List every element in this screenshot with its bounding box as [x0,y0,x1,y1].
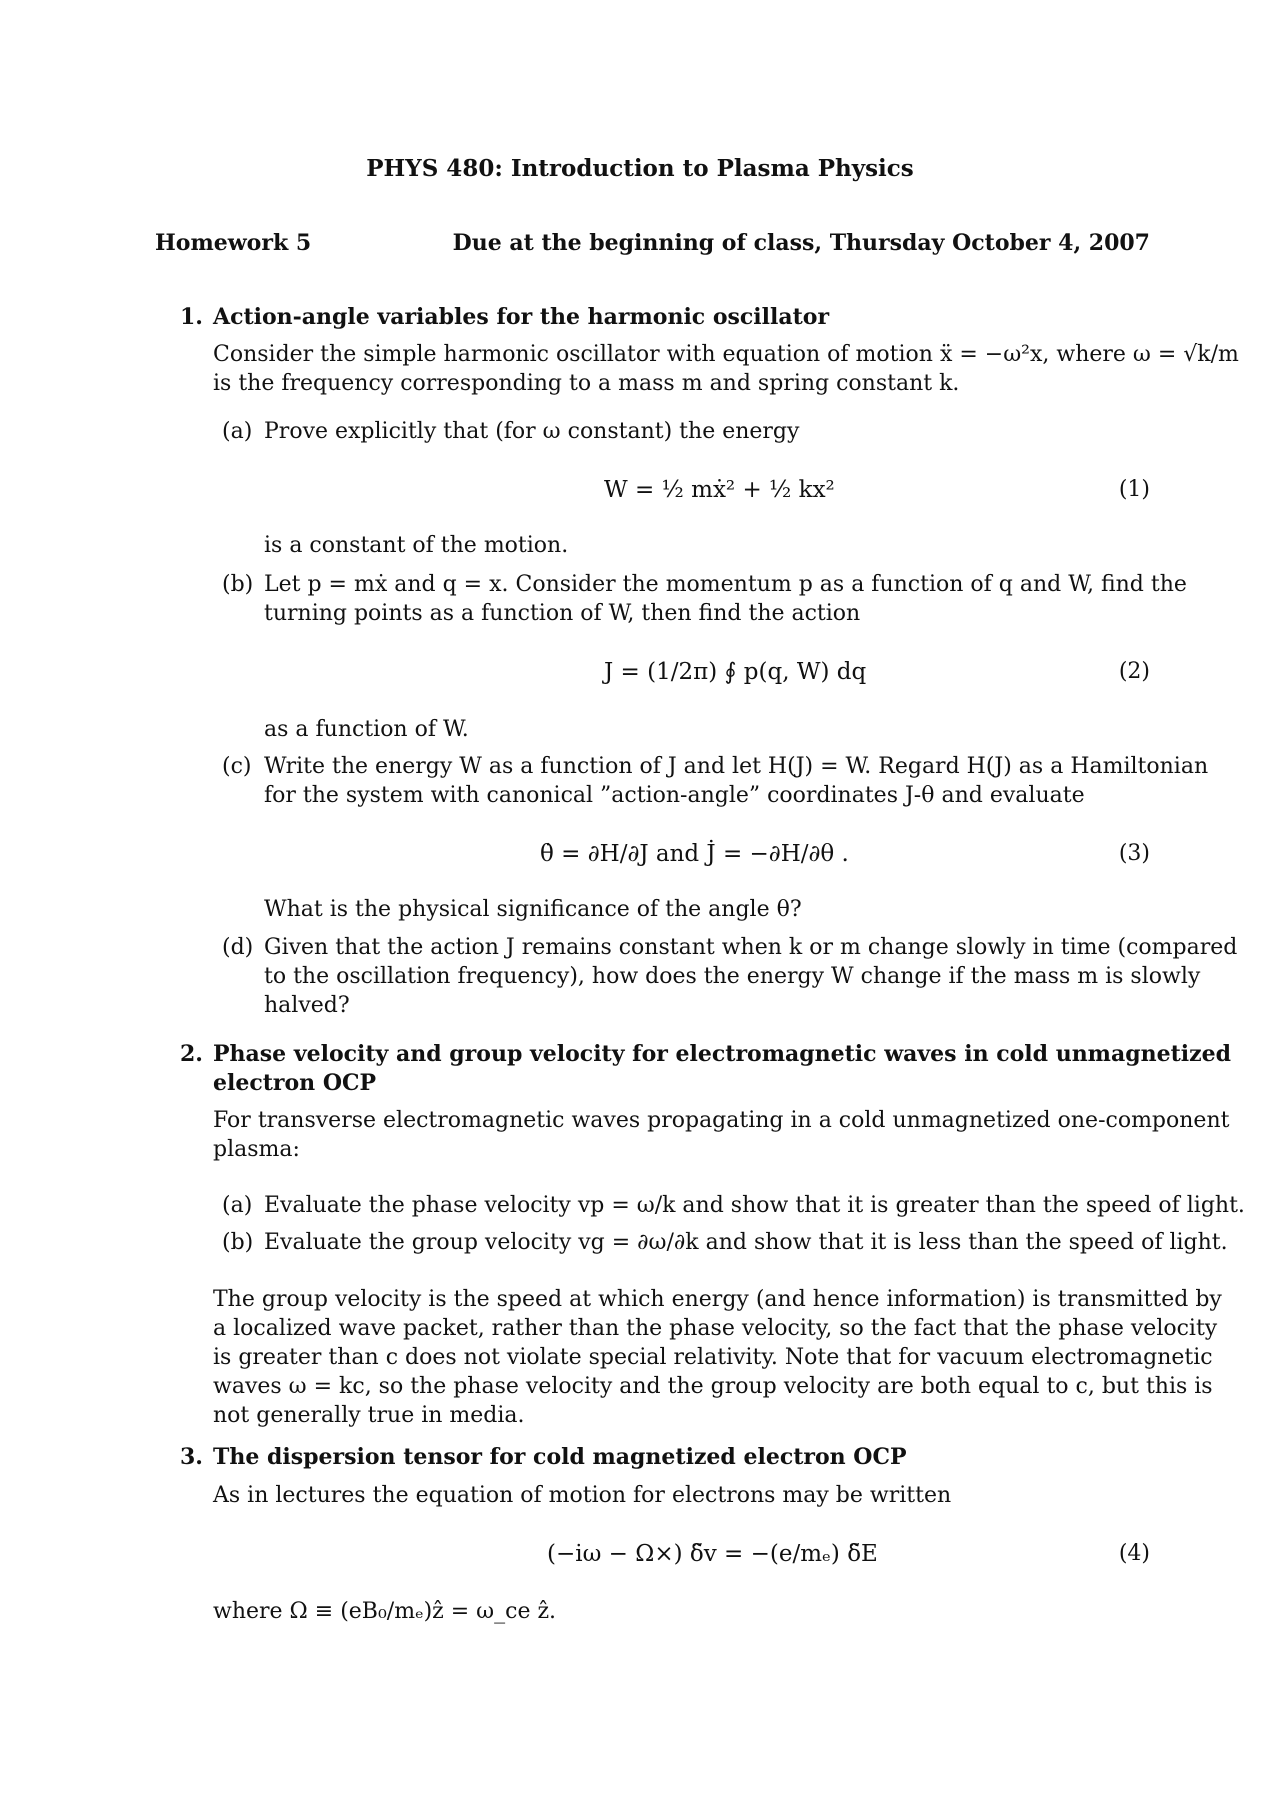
problem-2-para-line-1: The group velocity is the speed at which energy (and hence information) is transmitted by [213,1287,1222,1312]
problem-2-para-line-4: waves ω = kc, so the phase velocity and the group velocity are both equal to c, but this is [213,1374,1213,1399]
problem-1d-line-1: Given that the action J remains constant when k or m change slowly in time (compared [264,935,1238,960]
problem-1c-line-2: for the system with canonical ”action-angle” coordinates J-θ and evaluate [264,783,1085,808]
problem-1d-label: (d) [222,935,254,960]
problem-3-intro: As in lectures the equation of motion for electrons may be written [213,1483,952,1508]
problem-3-number: 3. [180,1444,203,1470]
problem-1b-line-2: turning points as a function of W, then find the action [264,601,861,626]
problem-3-where: where Ω ≡ (eB₀/mₑ)ẑ = ω_ce ẑ. [213,1599,557,1624]
course-title: PHYS 480: Introduction to Plasma Physics [366,155,914,182]
equation-3: θ̇ = ∂H/∂J and J̇ = −∂H/∂θ . [540,841,849,867]
problem-2-para-line-3: is greater than c does not violate special relativity. Note that for vacuum electromagnetic [213,1345,1213,1370]
problem-1-title: Action-angle variables for the harmonic oscillator [213,304,830,330]
equation-3-number: (3) [1118,841,1150,866]
equation-2: J = (1/2π) ∮ p(q, W) dq [604,659,867,685]
problem-1-intro-line-1: Consider the simple harmonic oscillator with equation of motion ẍ = −ω²x, where ω = √k/m [213,342,1239,367]
problem-2b-label: (b) [222,1230,254,1255]
problem-1b-line-1: Let p = mẋ and q = x. Consider the momentum p as a function of q and W, find the [264,572,1187,597]
equation-4-number: (4) [1118,1541,1150,1566]
problem-1d-line-3: halved? [264,993,350,1018]
problem-2-title-line-2: electron OCP [213,1070,377,1096]
problem-1b-after: as a function of W. [264,717,469,742]
equation-1: W = ½ mẋ² + ½ kx² [604,477,835,503]
equation-2-number: (2) [1118,659,1150,684]
problem-3-title: The dispersion tensor for cold magnetized electron OCP [213,1444,907,1470]
problem-2b-text: Evaluate the group velocity vg = ∂ω/∂k and show that it is less than the speed of light. [264,1230,1228,1255]
problem-1a-text: Prove explicitly that (for ω constant) the energy [264,419,800,444]
problem-1c-line-1: Write the energy W as a function of J and let H(J) = W. Regard H(J) as a Hamiltonian [264,754,1209,779]
problem-2-para-line-5: not generally true in media. [213,1403,525,1428]
problem-2a-text: Evaluate the phase velocity vp = ω/k and show that it is greater than the speed of light. [264,1193,1245,1218]
problem-2-para-line-2: a localized wave packet, rather than the phase velocity, so the fact that the phase velocity [213,1316,1218,1341]
problem-2-intro-line-1: For transverse electromagnetic waves propagating in a cold unmagnetized one-component [213,1108,1230,1133]
problem-1a-label: (a) [222,419,253,444]
problem-1-number: 1. [180,304,203,330]
problem-1d-line-2: to the oscillation frequency), how does the energy W change if the mass m is slowly [264,964,1201,989]
homework-number: Homework 5 [155,230,312,256]
equation-1-number: (1) [1118,477,1150,502]
problem-1-intro-line-2: is the frequency corresponding to a mass m and spring constant k. [213,371,960,396]
equation-4: (−iω − Ω×) δ̃v = −(e/mₑ) δ̃E [547,1541,878,1567]
problem-2-intro-line-2: plasma: [213,1137,300,1162]
problem-2-title-line-1: Phase velocity and group velocity for electromagnetic waves in cold unmagnetized [213,1041,1231,1067]
problem-1b-label: (b) [222,572,254,597]
due-date: Due at the beginning of class, Thursday October 4, 2007 [452,230,1150,256]
problem-2a-label: (a) [222,1193,253,1218]
problem-1c-after: What is the physical significance of the angle θ? [264,897,802,922]
problem-2-number: 2. [180,1041,203,1067]
problem-1a-after: is a constant of the motion. [264,533,569,558]
problem-1c-label: (c) [222,754,252,779]
